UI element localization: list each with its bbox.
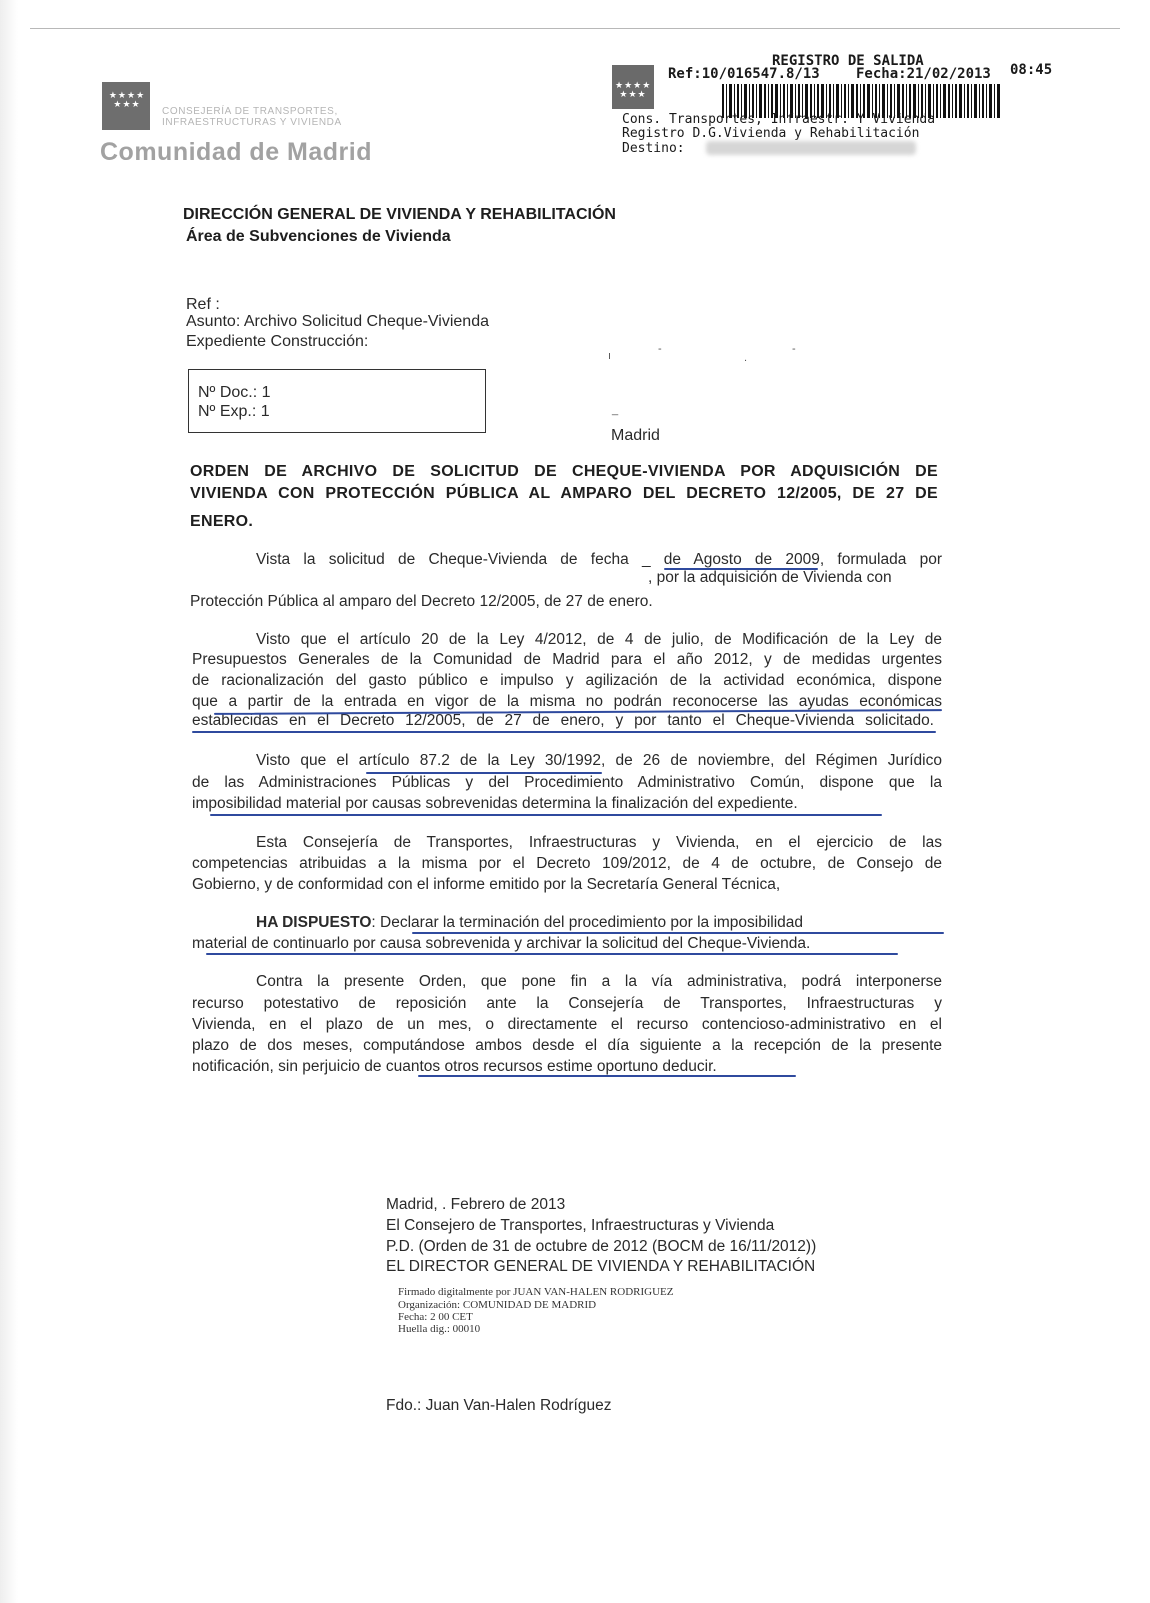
registro-hora: 08:45 [1010,62,1053,78]
para2-line-2: Presupuestos Generales de la Comunidad de Madrid para el año 2012, y de medidas urgentes [192,651,942,668]
para2-line-3: de racionalización del gasto público e impulso y agilización de la actividad económica, dispone [192,672,942,689]
para4-line-3: Gobierno, y de conformidad con el informe emitido por la Secretaría General Técnica, [192,876,781,893]
faded-mark: _ [612,404,619,416]
order-title-line-2: VIVIENDA CON PROTECCIÓN PÚBLICA AL AMPARO DEL DECRETO 12/2005, DE 27 DE [190,485,938,502]
registro-cons: Cons. Transportes, Infraestr. Y Vivienda [622,112,936,127]
scan-edge-shade [0,0,18,1603]
para4-line-2: competencias atribuidas a la misma por el Decreto 109/2012, de 4 de octubre, de Consejo de [192,855,942,872]
para1-line-3: Protección Pública al amparo del Decreto 12/2005, de 27 de enero. [190,593,653,610]
para2-line-4: que a partir de la entrada en vigor de la misma no podrán reconocerse las ayudas económicas [192,693,942,710]
ha-dispuesto-label: HA DISPUESTO [256,914,372,931]
para6-line-1: Contra la presente Orden, que pone fin a la vía administrativa, podrá interponerse [256,973,942,990]
para2-line-1: Visto que el artículo 20 de la Ley 4/2012, de 4 de julio, de Modificación de la Ley de [256,631,942,648]
digital-signature-line-3: Fecha: 2 00 CET [398,1311,473,1323]
signature-consejero: El Consejero de Transportes, Infraestructuras y Vivienda [386,1217,775,1234]
faded-mark: . [744,352,748,364]
faded-mark: - [792,343,796,355]
ink-underline [210,814,882,816]
para3-line-1: Visto que el artículo 87.2 de la Ley 30/1992, de 26 de noviembre, del Régimen Jurídico [256,752,942,769]
para5-line-2: material de continuarlo por causa sobrevenida y archivar la solicitud del Cheque-Vivienda. [192,935,811,952]
ink-underline [366,772,602,774]
signature-pd: P.D. (Orden de 31 de octubre de 2012 (BOCM de 16/11/2012)) [386,1238,817,1255]
area-heading: Área de Subvenciones de Vivienda [186,228,451,245]
consejeria-line-1: CONSEJERÍA DE TRANSPORTES, [162,106,338,117]
ha-dispuesto [256,914,803,932]
order-title-line-1: ORDEN DE ARCHIVO DE SOLICITUD DE CHEQUE-VIVIENDA POR ADQUISICIÓN DE [190,463,938,480]
para6-line-2: recurso potestativo de reposición ante la Consejería de Transportes, Infraestructuras y [192,995,942,1012]
ink-underline [192,731,936,733]
ref-label: Ref : [186,296,220,313]
direccion-general-heading: DIRECCIÓN GENERAL DE VIVIENDA Y REHABILITACIÓN [183,206,616,223]
faded-mark: ı [608,350,612,362]
para1-line-2: , por la adquisición de Vivienda con [648,569,892,586]
stars-icon: ★★★★ ★★★ [108,90,146,109]
ink-underline [206,953,898,955]
place-madrid: Madrid [611,427,660,444]
para2-line-5: establecidas en el Decreto 12/2005, de 27 de enero, y por tanto el Cheque-Vivienda solicitado. [192,712,934,729]
signature-date: Madrid, . Febrero de 2013 [386,1196,566,1213]
registry-flag-logo [612,65,654,109]
registro-ref: Ref:10/016547.8/13 [668,66,820,82]
registro-dg: Registro D.G.Vivienda y Rehabilitación [622,126,920,141]
signature-director: EL DIRECTOR GENERAL DE VIVIENDA Y REHABILITACIÓN [386,1258,816,1275]
registry-stars-icon: ★★★★ ★★★ [615,80,652,99]
digital-signature-line-4: Huella dig.: 00010 [398,1323,481,1335]
ink-underline [664,568,818,570]
comunidad-de-madrid-wordmark: Comunidad de Madrid [100,138,372,166]
para4-line-1: Esta Consejería de Transportes, Infraestructuras y Vivienda, en el ejercicio de las [256,834,942,851]
para3-line-2: de las Administraciones Públicas y del Procedimiento Administrativo Común, dispone que la [192,774,942,791]
asunto-line: Asunto: Archivo Solicitud Cheque-Vivienda [186,313,489,330]
top-rule [30,28,1120,29]
ink-underline [412,932,944,934]
order-title-line-3: ENERO. [190,513,254,530]
registro-destino: Destino: [622,141,685,156]
para6-line-3: Vivienda, en el plazo de un mes, o directamente el recurso contencioso-administrativo en el [192,1016,942,1033]
redacted-destino [706,141,916,155]
digital-signature-line-1: Firmado digitalmente por JUAN VAN-HALEN RODRIGUEZ [398,1286,674,1298]
para3-line-3: imposibilidad material por causas sobrevenidas determina la finalización del expediente. [192,795,798,812]
registro-salida-title: REGISTRO DE SALIDA [772,53,924,69]
exp-number: Nº Exp.: 1 [198,403,270,420]
para6-line-5: notificación, sin perjuicio de cuantos otros recursos estime oportuno deducir. [192,1058,717,1075]
registro-fecha: Fecha:21/02/2013 [856,66,991,82]
expediente-line: Expediente Construcción: [186,333,369,350]
consejeria-line-2: INFRAESTRUCTURAS Y VIVIENDA [162,117,342,128]
ink-underline [418,1075,796,1077]
fdo-signature: Fdo.: Juan Van-Halen Rodríguez [386,1397,612,1414]
para1-line-1: Vista la solicitud de Cheque-Vivienda de fecha _ de Agosto de 2009, formulada por [256,551,942,568]
ha-dispuesto-text: : Declarar la terminación del procedimiento por la imposibilidad [371,914,804,931]
digital-signature-line-2: Organización: COMUNIDAD DE MADRID [398,1299,597,1311]
para6-line-4: plazo de dos meses, computándose ambos desde el día siguiente a la recepción de la presente [192,1037,942,1054]
faded-mark: - [658,343,662,355]
madrid-flag-logo [102,82,150,130]
consejeria-label [162,106,342,128]
doc-number: Nº Doc.: 1 [198,384,271,401]
